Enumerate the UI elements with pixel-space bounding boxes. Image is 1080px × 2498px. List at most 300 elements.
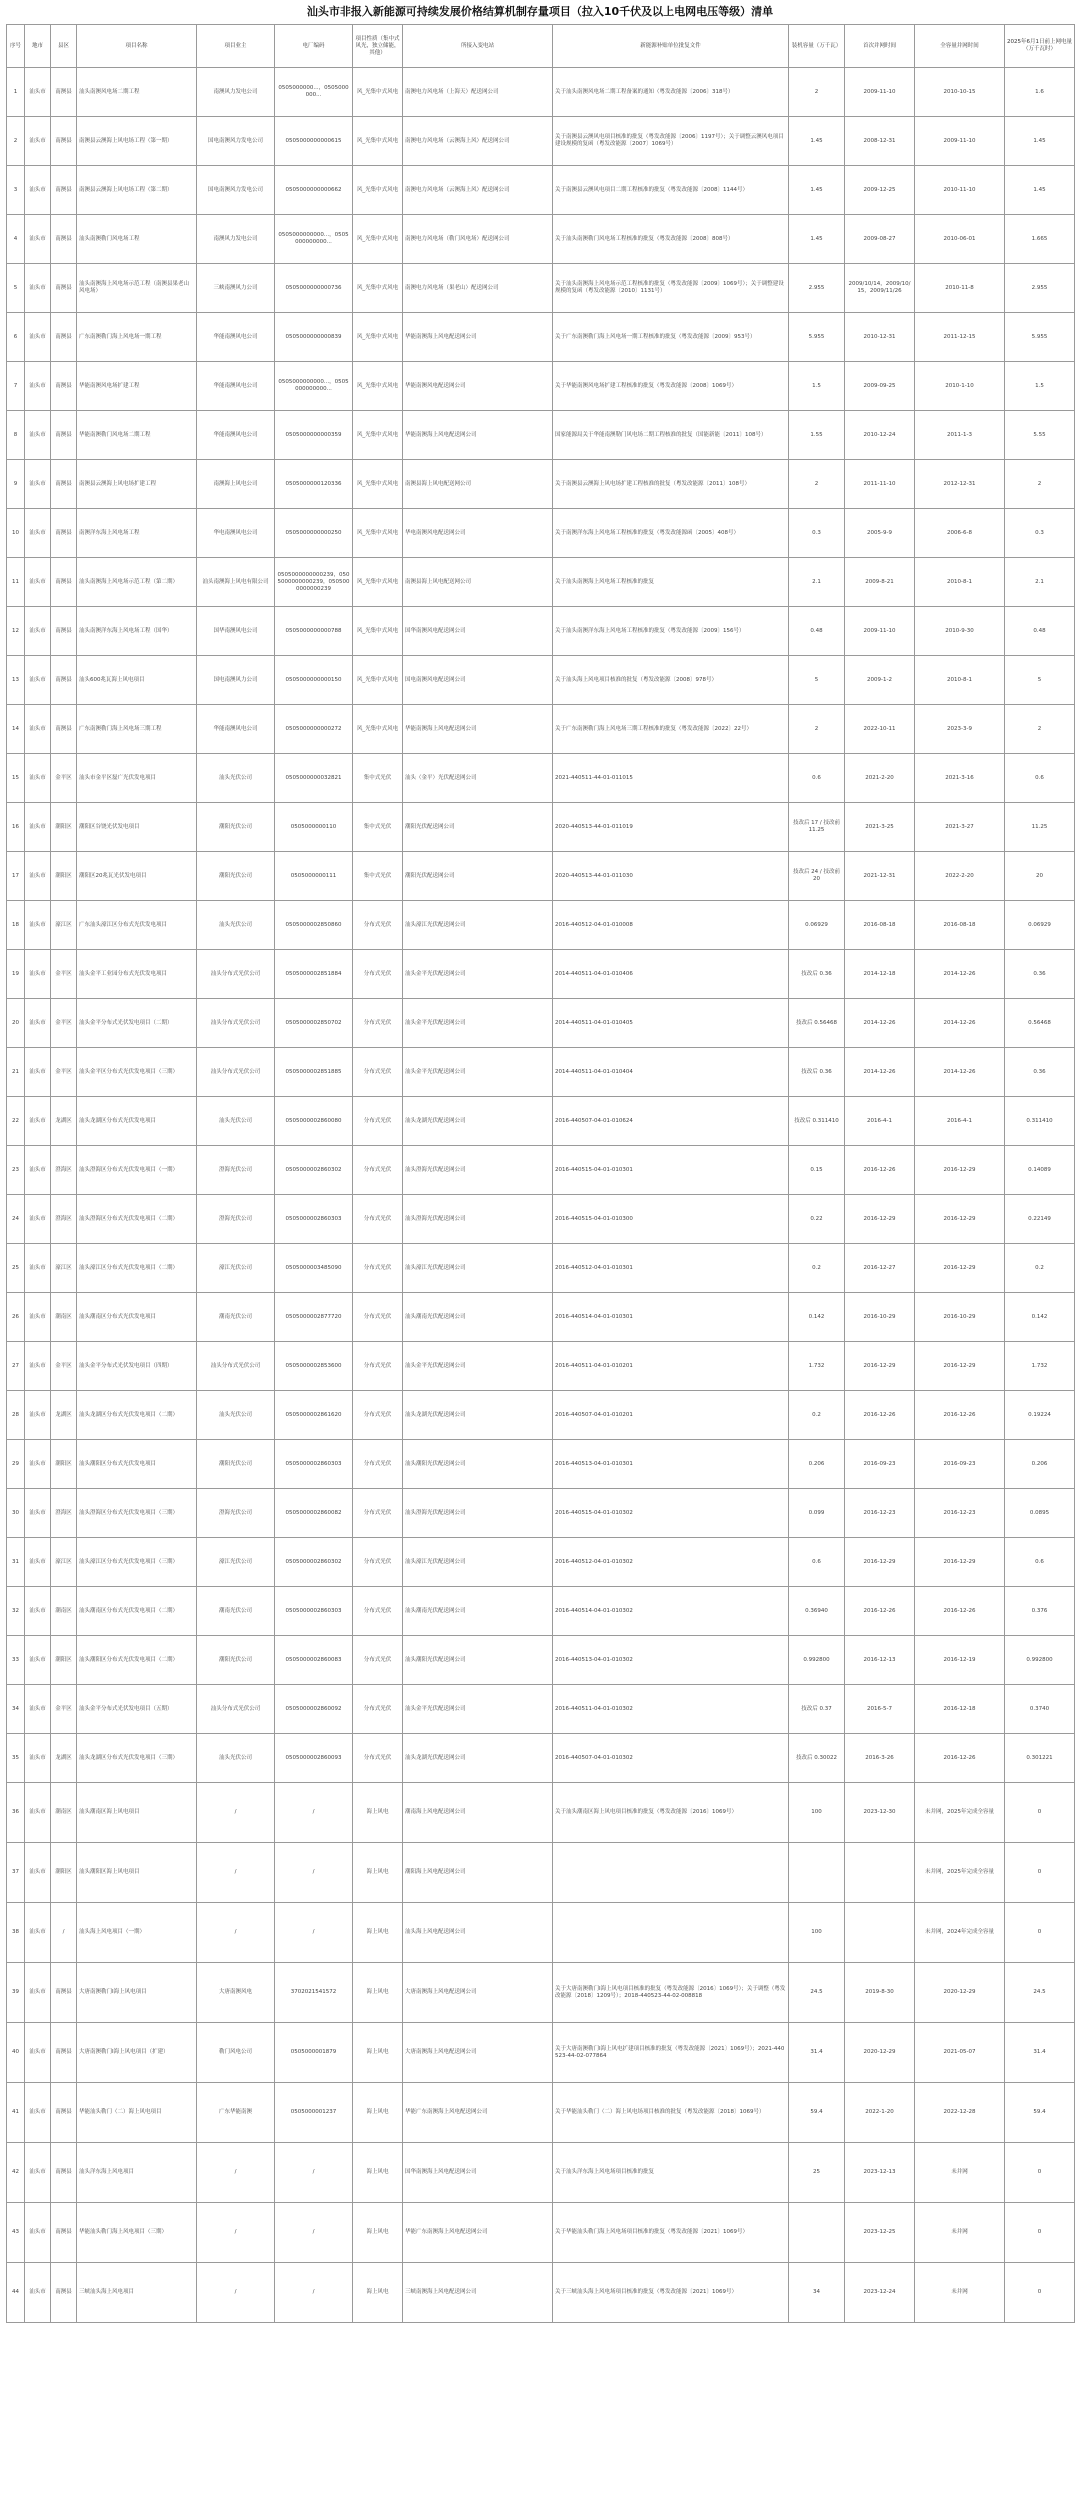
cell-code: 0505000000000239，0505000000000239，0505000000000239 xyxy=(275,558,353,607)
cell-first: 2016-12-29 xyxy=(845,1538,915,1587)
cell-capacity: 1.45 xyxy=(789,215,845,264)
cell-city: 汕头市 xyxy=(25,2083,51,2143)
cell-name: 汕头南澳海上风电场示范工程（南澳县果老山风电场） xyxy=(77,264,197,313)
cell-code: 0505000002851885 xyxy=(275,1048,353,1097)
cell-approval: 关于汕头南澳风电场二期工程备案的通知（粤发改能源〔2006〕318号） xyxy=(553,68,789,117)
cell-full: 2021-05-07 xyxy=(915,2023,1005,2083)
cell-name: 汕头潮南区分布式光伏发电项目（二期） xyxy=(77,1587,197,1636)
cell-capacity: 技改后 0.56468 xyxy=(789,999,845,1048)
cell-substation: 汕头澄海光伏配送网公司 xyxy=(403,1489,553,1538)
cell-energy: 0.206 xyxy=(1005,1440,1075,1489)
cell-code: 0505000003485090 xyxy=(275,1244,353,1293)
column-header: 序号 xyxy=(7,25,25,68)
table-row xyxy=(7,705,1075,754)
cell-full: 2010-10-15 xyxy=(915,68,1005,117)
cell-substation: 汕头濠江光伏配送网公司 xyxy=(403,901,553,950)
cell-substation: 南澳电力风电场（勒门风电场）配送网公司 xyxy=(403,215,553,264)
cell-nature: 分布式光伏 xyxy=(353,1244,403,1293)
cell-no: 27 xyxy=(7,1342,25,1391)
cell-approval: 关于南澳县云澳海上风电场扩建工程核准的批复（粤发改能源〔2011〕108号） xyxy=(553,460,789,509)
cell-nature: 分布式光伏 xyxy=(353,901,403,950)
cell-substation: 华能南澳海上风电配送网公司 xyxy=(403,313,553,362)
cell-energy: 0.06929 xyxy=(1005,901,1075,950)
cell-first: 2023-12-13 xyxy=(845,2143,915,2203)
cell-city: 汕头市 xyxy=(25,607,51,656)
cell-owner: 大唐南澳风电 xyxy=(197,1963,275,2023)
cell-no: 40 xyxy=(7,2023,25,2083)
cell-name: 汕头潮南区海上风电项目 xyxy=(77,1783,197,1843)
cell-substation: 潮南海上风电配送网公司 xyxy=(403,1783,553,1843)
cell-substation: 汕头海上风电配送网公司 xyxy=(403,1903,553,1963)
cell-energy: 0.56468 xyxy=(1005,999,1075,1048)
cell-substation: 汕头濠江光伏配送网公司 xyxy=(403,1244,553,1293)
cell-name: 汕头潮阳区分布式光伏发电项目 xyxy=(77,1440,197,1489)
cell-first: 2022-1-20 xyxy=(845,2083,915,2143)
cell-capacity: 5 xyxy=(789,656,845,705)
cell-substation: 南澳县海上风电配送网公司 xyxy=(403,460,553,509)
cell-capacity: 0.3 xyxy=(789,509,845,558)
cell-owner: 南澳风力发电公司 xyxy=(197,215,275,264)
column-header: 全容量并网时间 xyxy=(915,25,1005,68)
cell-capacity: 24.5 xyxy=(789,1963,845,2023)
cell-name: 南澳县云澳海上风电场工程（第一期） xyxy=(77,117,197,166)
cell-substation: 三峡南澳海上风电配送网公司 xyxy=(403,2263,553,2323)
cell-name: 汕头市金平区磊广光伏发电项目 xyxy=(77,754,197,803)
cell-city: 汕头市 xyxy=(25,1636,51,1685)
cell-full: 2016-4-1 xyxy=(915,1097,1005,1146)
cell-full: 2021-3-16 xyxy=(915,754,1005,803)
cell-owner: 澄海光伏公司 xyxy=(197,1146,275,1195)
cell-county: 金平区 xyxy=(51,1342,77,1391)
cell-energy: 0 xyxy=(1005,2203,1075,2263)
cell-owner: 汕头光伏公司 xyxy=(197,1097,275,1146)
cell-nature: 集中式光伏 xyxy=(353,754,403,803)
cell-energy: 1.45 xyxy=(1005,166,1075,215)
cell-no: 36 xyxy=(7,1783,25,1843)
cell-substation: 汕头澄海光伏配送网公司 xyxy=(403,1146,553,1195)
cell-energy: 31.4 xyxy=(1005,2023,1075,2083)
cell-full: 未并网 xyxy=(915,2263,1005,2323)
cell-code: 0505000000000736 xyxy=(275,264,353,313)
cell-approval: 2016-440513-04-01-010301 xyxy=(553,1440,789,1489)
cell-code: 0505000000000839 xyxy=(275,313,353,362)
cell-code: 0505000002860093 xyxy=(275,1734,353,1783)
cell-first: 2010-12-31 xyxy=(845,313,915,362)
cell-city: 汕头市 xyxy=(25,166,51,215)
cell-approval: 2016-440515-04-01-010300 xyxy=(553,1195,789,1244)
table-row xyxy=(7,852,1075,901)
cell-county: 龙湖区 xyxy=(51,1097,77,1146)
cell-city: 汕头市 xyxy=(25,1685,51,1734)
cell-no: 28 xyxy=(7,1391,25,1440)
cell-full: 2016-12-29 xyxy=(915,1146,1005,1195)
cell-county: 南澳县 xyxy=(51,607,77,656)
cell-capacity: 0.142 xyxy=(789,1293,845,1342)
cell-approval: 2016-440515-04-01-010301 xyxy=(553,1146,789,1195)
cell-substation: 潮阳光伏配送网公司 xyxy=(403,803,553,852)
cell-county: 南澳县 xyxy=(51,2023,77,2083)
cell-substation: 华能南澳风电配送网公司 xyxy=(403,362,553,411)
table-row xyxy=(7,803,1075,852)
cell-substation: 华能广东南澳海上风电配送网公司 xyxy=(403,2203,553,2263)
cell-name: 汕头潮阳区海上风电项目 xyxy=(77,1843,197,1903)
cell-code: 0505000001237 xyxy=(275,2083,353,2143)
cell-city: 汕头市 xyxy=(25,1048,51,1097)
cell-substation: 汕头龙湖光伏配送网公司 xyxy=(403,1097,553,1146)
cell-full: 2010-9-30 xyxy=(915,607,1005,656)
cell-energy: 0.301221 xyxy=(1005,1734,1075,1783)
cell-city: 汕头市 xyxy=(25,264,51,313)
table-row xyxy=(7,313,1075,362)
cell-code: 0505000000032821 xyxy=(275,754,353,803)
cell-capacity: 0.22 xyxy=(789,1195,845,1244)
cell-full: 2016-12-29 xyxy=(915,1195,1005,1244)
cell-code: / xyxy=(275,1783,353,1843)
cell-first xyxy=(845,1903,915,1963)
cell-no: 12 xyxy=(7,607,25,656)
column-header: 新能源补贴单位批复文件 xyxy=(553,25,789,68)
cell-no: 38 xyxy=(7,1903,25,1963)
cell-owner: 澄海光伏公司 xyxy=(197,1195,275,1244)
cell-county: 潮南区 xyxy=(51,1587,77,1636)
cell-first: 2016-12-29 xyxy=(845,1342,915,1391)
cell-substation: 汕头龙湖光伏配送网公司 xyxy=(403,1391,553,1440)
column-header: 电厂编码 xyxy=(275,25,353,68)
cell-first: 2016-12-23 xyxy=(845,1489,915,1538)
cell-approval: 2016-440512-04-01-010301 xyxy=(553,1244,789,1293)
cell-full: 2020-12-29 xyxy=(915,1963,1005,2023)
column-header: 县区 xyxy=(51,25,77,68)
cell-name: 汕头濠江区分布式光伏发电项目（二期） xyxy=(77,1244,197,1293)
cell-county: 南澳县 xyxy=(51,313,77,362)
cell-county: 南澳县 xyxy=(51,166,77,215)
cell-nature: 集中式光伏 xyxy=(353,852,403,901)
cell-substation: 汕头龙湖光伏配送网公司 xyxy=(403,1734,553,1783)
cell-energy: 0.2 xyxy=(1005,1244,1075,1293)
cell-no: 37 xyxy=(7,1843,25,1903)
cell-approval: 2016-440507-04-01-010624 xyxy=(553,1097,789,1146)
cell-name: 华能南澳风电场扩建工程 xyxy=(77,362,197,411)
cell-owner: 汕头分布式光伏公司 xyxy=(197,1048,275,1097)
table-row xyxy=(7,656,1075,705)
cell-energy: 0.36 xyxy=(1005,1048,1075,1097)
table-row xyxy=(7,558,1075,607)
cell-name: 三峡汕头海上风电项目 xyxy=(77,2263,197,2323)
cell-first: 2016-08-18 xyxy=(845,901,915,950)
cell-energy: 0.376 xyxy=(1005,1587,1075,1636)
cell-capacity: 0.206 xyxy=(789,1440,845,1489)
cell-name: 汕头洋东海上风电项目 xyxy=(77,2143,197,2203)
table-row xyxy=(7,1538,1075,1587)
cell-nature: 风_光集中式风电 xyxy=(353,509,403,558)
cell-name: 南澳县云澳海上风电场扩建工程 xyxy=(77,460,197,509)
cell-code: / xyxy=(275,1843,353,1903)
cell-code: 0505000000000662 xyxy=(275,166,353,215)
cell-owner: 潮阳光伏公司 xyxy=(197,1440,275,1489)
cell-name: 汕头澄海区分布式光伏发电项目（三期） xyxy=(77,1489,197,1538)
table-row xyxy=(7,1783,1075,1843)
cell-first: 2021-2-20 xyxy=(845,754,915,803)
cell-full: 2016-12-26 xyxy=(915,1391,1005,1440)
cell-county: 南澳县 xyxy=(51,2263,77,2323)
cell-capacity: 0.36940 xyxy=(789,1587,845,1636)
cell-substation: 潮阳光伏配送网公司 xyxy=(403,852,553,901)
cell-first: 2023-12-25 xyxy=(845,2203,915,2263)
cell-substation: 汕头濠江光伏配送网公司 xyxy=(403,1538,553,1587)
cell-full: 2014-12-26 xyxy=(915,999,1005,1048)
cell-city: 汕头市 xyxy=(25,1903,51,1963)
cell-capacity: 1.5 xyxy=(789,362,845,411)
cell-capacity: 技改后 0.36 xyxy=(789,1048,845,1097)
cell-city: 汕头市 xyxy=(25,215,51,264)
cell-first: 2010-12-24 xyxy=(845,411,915,460)
cell-energy: 0.48 xyxy=(1005,607,1075,656)
cell-owner: / xyxy=(197,2263,275,2323)
table-row xyxy=(7,999,1075,1048)
cell-energy: 2.1 xyxy=(1005,558,1075,607)
cell-energy: 0.14089 xyxy=(1005,1146,1075,1195)
cell-first: 2016-12-13 xyxy=(845,1636,915,1685)
cell-nature: 风_光集中式风电 xyxy=(353,362,403,411)
cell-capacity: 100 xyxy=(789,1903,845,1963)
cell-substation: 国电南澳风电配送网公司 xyxy=(403,656,553,705)
cell-city: 汕头市 xyxy=(25,1293,51,1342)
cell-energy: 0.36 xyxy=(1005,950,1075,999)
cell-approval: 关于三峡汕头海上风电场项目核准的批复（粤发改能源〔2021〕1069号） xyxy=(553,2263,789,2323)
cell-energy: 0.992800 xyxy=(1005,1636,1075,1685)
cell-owner: 汕头南澳海上风电有限公司 xyxy=(197,558,275,607)
cell-no: 31 xyxy=(7,1538,25,1587)
cell-energy: 1.665 xyxy=(1005,215,1075,264)
cell-capacity: 技改后 0.311410 xyxy=(789,1097,845,1146)
cell-county: 潮阳区 xyxy=(51,1636,77,1685)
cell-full: 2016-10-29 xyxy=(915,1293,1005,1342)
cell-first: 2016-10-29 xyxy=(845,1293,915,1342)
cell-energy: 11.25 xyxy=(1005,803,1075,852)
cell-no: 1 xyxy=(7,68,25,117)
cell-substation: 南澳电力风电场（云澳海上风）配送网公司 xyxy=(403,166,553,215)
cell-owner: 华能南澳风电公司 xyxy=(197,313,275,362)
cell-no: 21 xyxy=(7,1048,25,1097)
cell-no: 39 xyxy=(7,1963,25,2023)
cell-name: 汕头龙湖区分布式光伏发电项目（二期） xyxy=(77,1391,197,1440)
cell-county: 潮南区 xyxy=(51,1293,77,1342)
cell-name: 汕头南澳勒门风电场工程 xyxy=(77,215,197,264)
cell-full: 2016-08-18 xyxy=(915,901,1005,950)
table-row xyxy=(7,1244,1075,1293)
cell-code: 0505000002860092 xyxy=(275,1685,353,1734)
cell-code: 0505000000000...，0505000000000... xyxy=(275,215,353,264)
cell-owner: 潮南光伏公司 xyxy=(197,1293,275,1342)
cell-approval: 2020-440513-44-01-011030 xyxy=(553,852,789,901)
cell-substation: 南澳电力风电场（果老山）配送网公司 xyxy=(403,264,553,313)
cell-capacity: 1.45 xyxy=(789,166,845,215)
cell-no: 10 xyxy=(7,509,25,558)
cell-no: 3 xyxy=(7,166,25,215)
page-title: 汕头市非报入新能源可持续发展价格结算机制存量项目（拉入10千伏及以上电网电压等级）清单 xyxy=(306,5,774,18)
cell-substation: 华能南澳海上风电配送网公司 xyxy=(403,411,553,460)
cell-first: 2014-12-26 xyxy=(845,1048,915,1097)
cell-approval: 2016-440507-04-01-010302 xyxy=(553,1734,789,1783)
cell-energy: 0.6 xyxy=(1005,754,1075,803)
cell-capacity: 技改后 0.36 xyxy=(789,950,845,999)
cell-city: 汕头市 xyxy=(25,1440,51,1489)
cell-substation: 华能广东南澳海上风电配送网公司 xyxy=(403,2083,553,2143)
cell-city: 汕头市 xyxy=(25,1587,51,1636)
cell-county: 潮阳区 xyxy=(51,803,77,852)
cell-capacity xyxy=(789,1843,845,1903)
cell-owner: 汕头光伏公司 xyxy=(197,1391,275,1440)
cell-code: 0505000000111 xyxy=(275,852,353,901)
cell-energy: 0.22149 xyxy=(1005,1195,1075,1244)
cell-city: 汕头市 xyxy=(25,1783,51,1843)
cell-nature: 风_光集中式风电 xyxy=(353,705,403,754)
cell-county: 潮南区 xyxy=(51,1783,77,1843)
cell-name: 汕头600兆瓦海上风电项目 xyxy=(77,656,197,705)
table-row xyxy=(7,1293,1075,1342)
cell-capacity: 1.45 xyxy=(789,117,845,166)
cell-full: 未并网 xyxy=(915,2203,1005,2263)
cell-county: 南澳县 xyxy=(51,2203,77,2263)
cell-city: 汕头市 xyxy=(25,1097,51,1146)
cell-energy: 0 xyxy=(1005,2143,1075,2203)
cell-substation: 汕头金平光伏配送网公司 xyxy=(403,1342,553,1391)
cell-no: 42 xyxy=(7,2143,25,2203)
cell-substation: 大唐南澳海上风电配送网公司 xyxy=(403,2023,553,2083)
cell-capacity: 2 xyxy=(789,68,845,117)
cell-owner: 国华南澳风电公司 xyxy=(197,607,275,656)
cell-code: 0505000000000...，0505000000000... xyxy=(275,362,353,411)
table-row xyxy=(7,460,1075,509)
cell-county: 南澳县 xyxy=(51,68,77,117)
cell-energy: 0.311410 xyxy=(1005,1097,1075,1146)
cell-owner: 勒门风电公司 xyxy=(197,2023,275,2083)
cell-city: 汕头市 xyxy=(25,558,51,607)
cell-nature: 风_光集中式风电 xyxy=(353,460,403,509)
cell-substation: 汕头金平光伏配送网公司 xyxy=(403,950,553,999)
cell-county: 南澳县 xyxy=(51,705,77,754)
cell-owner: 国电南澳风力发电公司 xyxy=(197,117,275,166)
cell-full: 2009-11-10 xyxy=(915,117,1005,166)
cell-code: 0505000002860303 xyxy=(275,1440,353,1489)
cell-approval: 关于汕头南澳海上风电场工程核准的批复 xyxy=(553,558,789,607)
cell-city: 汕头市 xyxy=(25,656,51,705)
cell-first: 2016-12-26 xyxy=(845,1146,915,1195)
cell-city: 汕头市 xyxy=(25,1146,51,1195)
cell-name: 广东汕头濠江区分布式光伏发电项目 xyxy=(77,901,197,950)
cell-approval: 关于汕头南澳海上风电场示范工程核准的批复（粤发改能源〔2009〕1069号）；关于调整建设规模的复函（粤发改能源〔2010〕1131号） xyxy=(553,264,789,313)
cell-nature: 风_光集中式风电 xyxy=(353,558,403,607)
column-header: 项目名称 xyxy=(77,25,197,68)
cell-county: 潮阳区 xyxy=(51,1843,77,1903)
cell-county: 南澳县 xyxy=(51,2143,77,2203)
cell-full: 2022-2-20 xyxy=(915,852,1005,901)
column-header: 2025年6月1日前上网电量（万千瓦时） xyxy=(1005,25,1075,68)
cell-substation: 汕头潮南光伏配送网公司 xyxy=(403,1587,553,1636)
cell-city: 汕头市 xyxy=(25,411,51,460)
cell-no: 5 xyxy=(7,264,25,313)
cell-code: 0505000002860302 xyxy=(275,1146,353,1195)
cell-first: 2016-12-27 xyxy=(845,1244,915,1293)
cell-full: 2016-12-29 xyxy=(915,1538,1005,1587)
cell-full: 未并网，2024年完成全容量 xyxy=(915,1903,1005,1963)
cell-owner: / xyxy=(197,1843,275,1903)
cell-county: 南澳县 xyxy=(51,2083,77,2143)
cell-energy: 24.5 xyxy=(1005,1963,1075,2023)
cell-county: 南澳县 xyxy=(51,215,77,264)
cell-capacity: 技改后 0.37 xyxy=(789,1685,845,1734)
cell-nature: 分布式光伏 xyxy=(353,1293,403,1342)
cell-nature: 分布式光伏 xyxy=(353,1195,403,1244)
table-row xyxy=(7,1146,1075,1195)
cell-no: 29 xyxy=(7,1440,25,1489)
cell-nature: 分布式光伏 xyxy=(353,950,403,999)
cell-no: 25 xyxy=(7,1244,25,1293)
cell-owner: 南澳海上风电公司 xyxy=(197,460,275,509)
cell-nature: 分布式光伏 xyxy=(353,1391,403,1440)
cell-owner: 濠江光伏公司 xyxy=(197,1538,275,1587)
cell-no: 8 xyxy=(7,411,25,460)
cell-nature: 海上风电 xyxy=(353,1783,403,1843)
cell-energy: 20 xyxy=(1005,852,1075,901)
cell-approval: 关于南澳县云澳风电项目二期工程核准的批复（粤发改能源〔2008〕1144号） xyxy=(553,166,789,215)
cell-approval: 关于华能汕头勒门（二）海上风电场项目核准的批复（粤发改能源〔2018〕1069号） xyxy=(553,2083,789,2143)
column-header: 项目性质（集中式风光，独立储能，其他） xyxy=(353,25,403,68)
cell-city: 汕头市 xyxy=(25,1734,51,1783)
cell-city: 汕头市 xyxy=(25,1489,51,1538)
cell-county: / xyxy=(51,1903,77,1963)
cell-energy: 1.732 xyxy=(1005,1342,1075,1391)
cell-city: 汕头市 xyxy=(25,1538,51,1587)
cell-first: 2016-09-23 xyxy=(845,1440,915,1489)
cell-nature: 分布式光伏 xyxy=(353,1048,403,1097)
cell-owner: 潮阳光伏公司 xyxy=(197,803,275,852)
cell-energy: 5.955 xyxy=(1005,313,1075,362)
table-row xyxy=(7,950,1075,999)
cell-approval: 2014-440511-04-01-010404 xyxy=(553,1048,789,1097)
cell-approval: 2016-440515-04-01-010302 xyxy=(553,1489,789,1538)
cell-owner: 三峡南澳风力公司 xyxy=(197,264,275,313)
cell-approval: 关于华能南澳风电场扩建工程核准的批复（粤发改能源〔2008〕1069号） xyxy=(553,362,789,411)
table-row xyxy=(7,68,1075,117)
cell-code: 0505000000...，0505000000... xyxy=(275,68,353,117)
cell-no: 13 xyxy=(7,656,25,705)
cell-owner: 潮阳光伏公司 xyxy=(197,1636,275,1685)
cell-approval: 2016-440507-04-01-010201 xyxy=(553,1391,789,1440)
cell-no: 15 xyxy=(7,754,25,803)
cell-name: 汕头潮南区分布式光伏发电项目 xyxy=(77,1293,197,1342)
cell-substation: 汕头金平光伏配送网公司 xyxy=(403,1685,553,1734)
cell-full: 2021-3-27 xyxy=(915,803,1005,852)
cell-capacity: 5.955 xyxy=(789,313,845,362)
cell-nature: 风_光集中式风电 xyxy=(353,656,403,705)
cell-nature: 分布式光伏 xyxy=(353,999,403,1048)
table-row xyxy=(7,1048,1075,1097)
cell-code: / xyxy=(275,2263,353,2323)
column-header: 所接入变电站 xyxy=(403,25,553,68)
cell-first: 2014-12-26 xyxy=(845,999,915,1048)
cell-capacity: 1.732 xyxy=(789,1342,845,1391)
table-row xyxy=(7,1097,1075,1146)
table-row xyxy=(7,1391,1075,1440)
cell-full: 2006-6-8 xyxy=(915,509,1005,558)
table-row xyxy=(7,1195,1075,1244)
cell-full: 2010-8-1 xyxy=(915,656,1005,705)
cell-first: 2021-12-31 xyxy=(845,852,915,901)
cell-nature: 分布式光伏 xyxy=(353,1440,403,1489)
cell-county: 南澳县 xyxy=(51,558,77,607)
cell-code: 0505000002860083 xyxy=(275,1636,353,1685)
